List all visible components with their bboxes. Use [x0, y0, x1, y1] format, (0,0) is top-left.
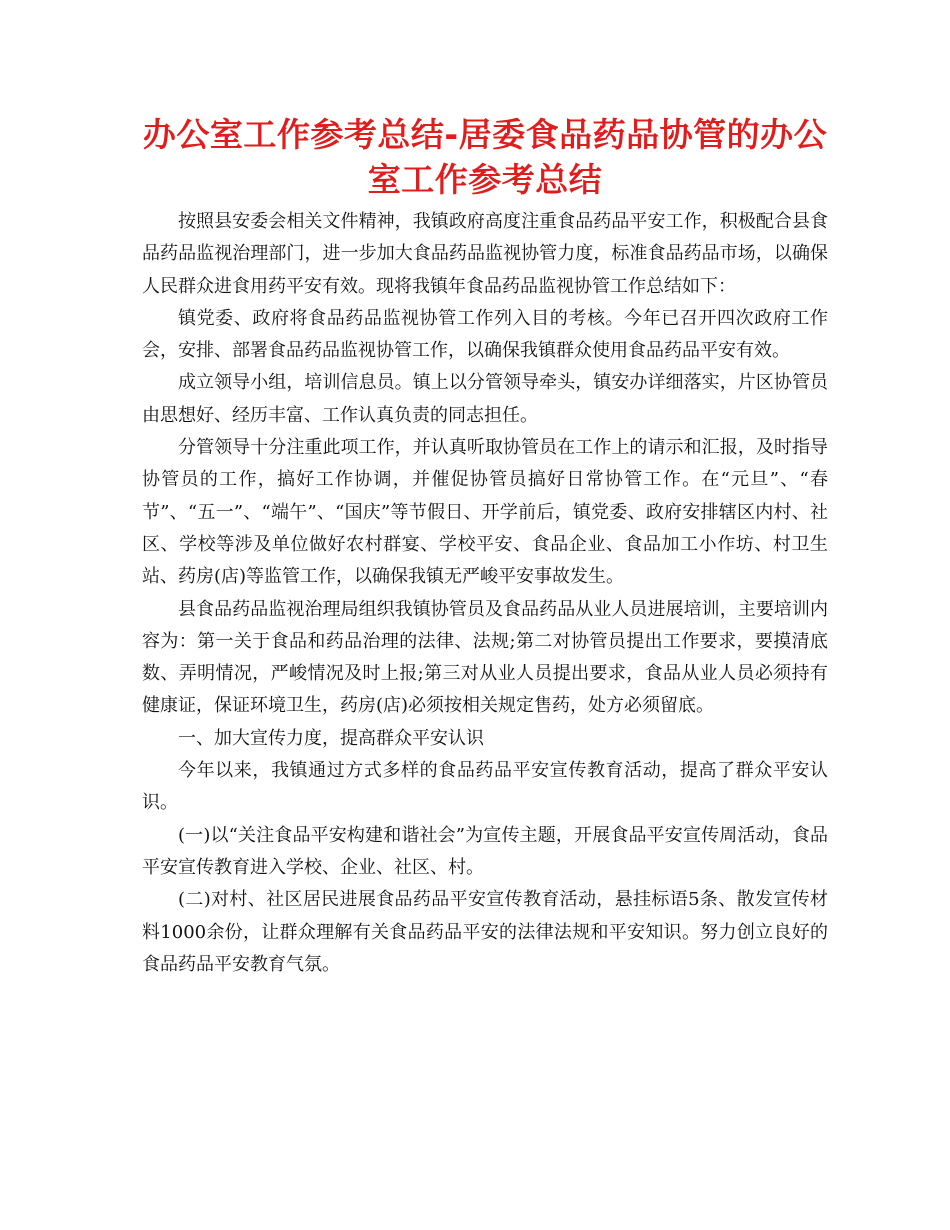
document-page: [142, 112, 828, 981]
paragraph: 县食品药品监视治理局组织我镇协管员及食品药品从业人员进展培训，主要培训内容为：第一关于食品和药品治理的法律、法规;第二对协管员提出工作要求，要摸清底数、弄明情况，严峻情况及时上报;第三对从业人员提出要求，食品从业人员必须持有健康证，保证环境卫生，药房(店)必须按相关规定售药，处方必须留底。: [142, 598, 828, 717]
paragraph: 成立领导小组，培训信息员。镇上以分管领导牵头，镇安办详细落实，片区协管员由思想好、经历丰富、工作认真负责的同志担任。: [142, 372, 828, 426]
document-title: 办公室工作参考总结-居委食品药品协管的办公室工作参考总结: [142, 115, 828, 199]
paragraph: (二)对村、社区居民进展食品药品平安宣传教育活动，悬挂标语5条、散发宣传材料1000余份，让群众理解有关食品药品平安的法律法规和平安知识。努力创立良好的食品药品平安教育气氛。: [142, 889, 828, 975]
paragraph: 按照县安委会相关文件精神，我镇政府高度注重食品药品平安工作，积极配合县食品药品监视治理部门，进一步加大食品药品监视协管力度，标准食品药品市场，以确保人民群众进食用药平安有效。现将我镇年食品药品监视协管工作总结如下：: [142, 211, 828, 297]
paragraph: (一)以“关注食品平安构建和谐社会”为宣传主题，开展食品平安宣传周活动，食品平安宣传教育进入学校、企业、社区、村。: [142, 824, 828, 878]
paragraph: 镇党委、政府将食品药品监视协管工作列入目的考核。今年已召开四次政府工作会，安排、部署食品药品监视协管工作，以确保我镇群众使用食品药品平安有效。: [142, 307, 828, 362]
document-body: [142, 206, 828, 981]
section-heading: 一、加大宣传力度，提高群众平安认识: [178, 727, 484, 749]
paragraph: 分管领导十分注重此项工作，并认真听取协管员在工作上的请示和汇报，及时指导协管员的工作，搞好工作协调，并催促协管员搞好日常协管工作。在“元旦”、“春节”、“五一”、“端午”、“国庆”等节假日、开学前后，镇党委、政府安排辖区内村、社区、学校等涉及单位做好农村群宴、学校平安、食品企业、食品加工小作坊、村卫生站、药房(店)等监管工作，以确保我镇无严峻平安事故发生。: [142, 437, 828, 588]
paragraph: 今年以来，我镇通过方式多样的食品药品平安宣传教育活动，提高了群众平安认识。: [142, 760, 828, 814]
